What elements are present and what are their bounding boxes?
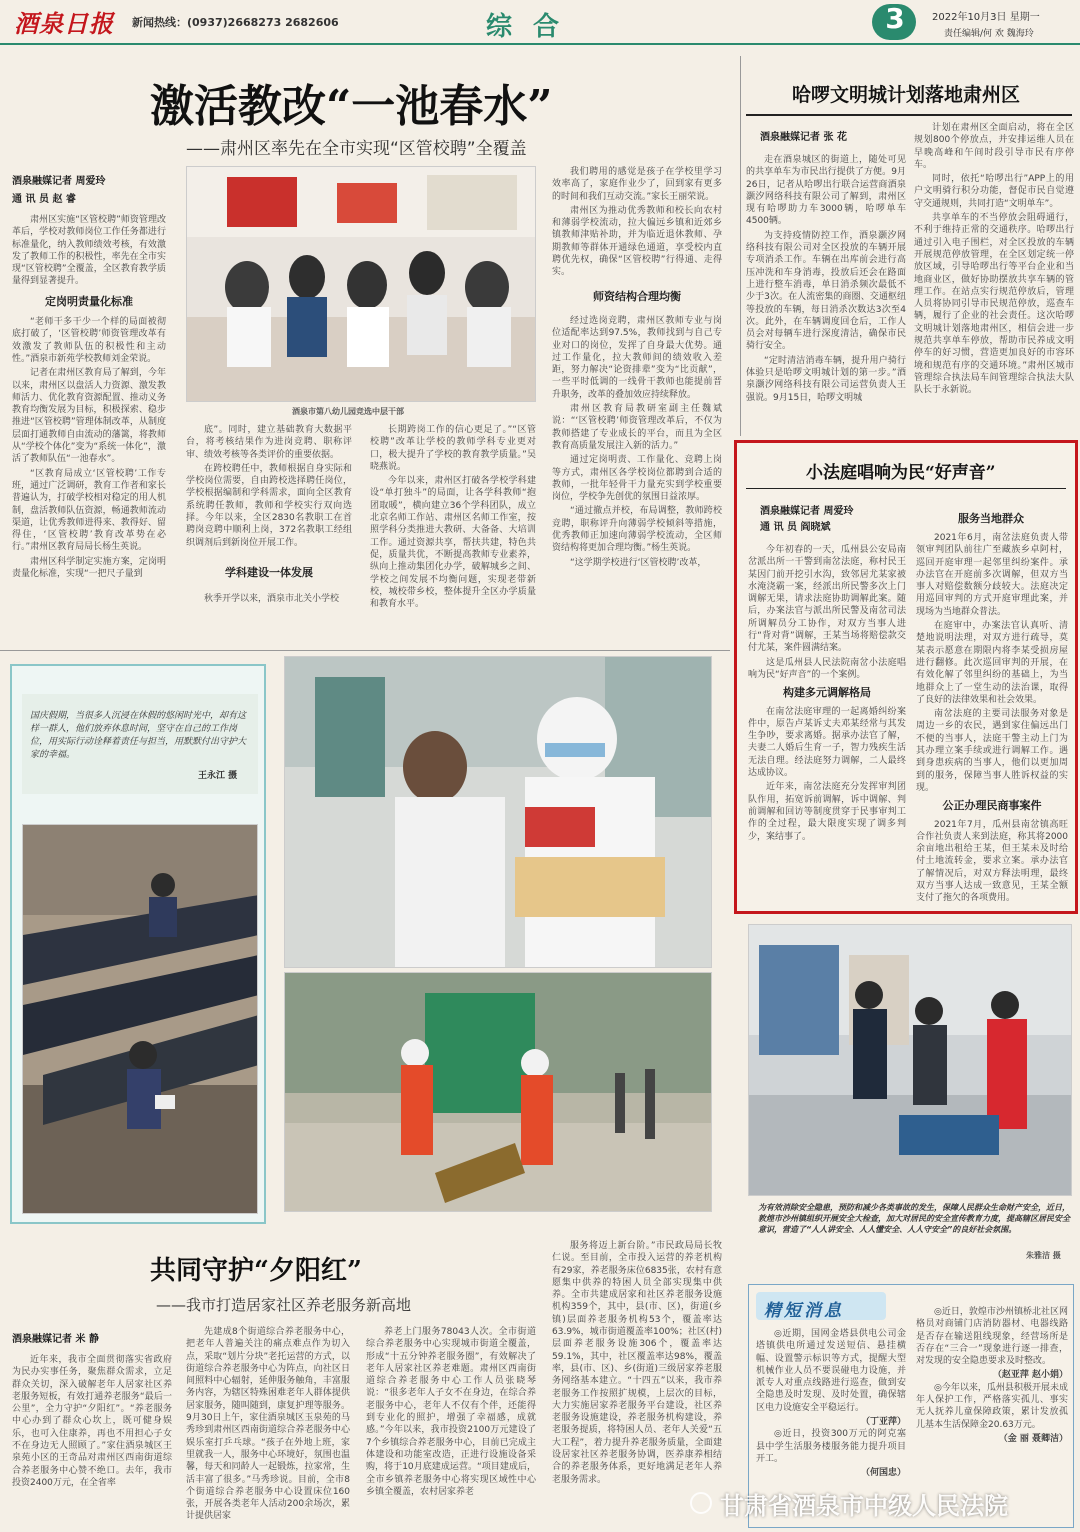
paragraph: “通过撤点并校，布局调整，教师跨校竞聘，职称评升向薄弱学校倾斜等措施，优秀教师正加速向薄弱学校流动，全区师资结构将更加合理均衡。”杨生英说。	[552, 506, 722, 554]
pipe-workers-photo	[22, 824, 258, 1214]
paragraph: 记者在肃州区教育局了解到，今年以来，肃州区以盘活人力资源、激发教师活力、优化教育资源配置、推动义务教育均衡发展为目标，积极探索、稳步推进“区管校聘”管理体制改革，从制度层面打通教师自由流动的藩篱，将教师从“学校个体化”变为“系统一体化”，激活了教师队伍“一池春水”。	[12, 368, 166, 465]
paragraph: 计划在肃州区全面启动，将在全区规划800个停放点，并安排运维人员在早晚高峰和午间时段引导市民有序停车。	[914, 123, 1074, 170]
briefs-title: 精短消息	[764, 1301, 844, 1321]
paragraph: 为支持疫情防控工作，酒泉灏汐网络科技有限公司对全区投放的车辆开展专项消杀工作。车辆在出库前会进行高压冲洗和车身消毒，投放后还会在路面上进行整车消毒，单日消杀频次最低不少于3次。在人流密集的商圈、交通枢纽等投放的车辆，每日消杀次数达3次至4次。此外，在车辆调度回仓后，工作人员会对每辆车进行深度清洁，确保市民骑行安全。	[746, 230, 906, 352]
photo-essay-credit: 王永江 摄	[198, 771, 238, 781]
article3-title-rule	[746, 488, 1066, 489]
safety-check-photo	[748, 924, 1072, 1196]
article2-col2	[914, 122, 1074, 424]
section-divider	[0, 650, 730, 651]
classroom-photo	[186, 166, 536, 402]
paragraph: 秋季开学以来，酒泉市北关小学校	[204, 594, 340, 605]
paragraph: 服务将迈上新台阶。”市民政局局长牧仁说。至目前，全市投入运营的养老机构有29家，养老服务床位6835张，农村有意愿集中供养的特困人员全部实现集中供养。全市共建成居家和社区养老服务设施机构359个，其中，县(市、区)，街道(乡镇)层面养老服务机构53个，覆盖率达63.9%，城市街道覆盖率100%；社区(村)层面养老服务设施306个，覆盖率达59.1%，其中，社区覆盖率达98%，覆盖率，县(市、区)、乡(街道)三级居家养老服务网络基本建立。“十四五”以来，我市养老服务工作按照扩规模，上层次的目标，大力实施居家养老服务平台建设，社区养老服务设施建设，养老服务机构建设，养老服务提质，将特困人员、老年人关爱“五大工程”，着力提升养老服务质量，全面建设居家社区养老服务协调，医养康养相结合的养老服务体系，更好地满足老年人养老服务需求。	[552, 1241, 722, 1485]
paragraph: 经过选岗竞聘，肃州区教师专业与岗位适配率达到97.5%，教师找到与自己专业对口的岗位，发挥了自身最大优势。通过工作量化，拉大教师间的绩效收入差距，努力解决“论资排辈”变为“比贡献”，一些平时低调的一线骨干教师也能提前晋升职务，改革的叠加效应持续释放。	[552, 315, 722, 400]
article3-byline-reporter: 酒泉融媒记者 周爱玲	[760, 506, 854, 517]
paragraph: “区教育局成立‘区管校聘’工作专班，通过广泛调研，教育工作者和家长普遍认为，打破学校相对稳定的用人机制，盘活教师队伍资源，畅通教师流动渠道，让优秀教师进得来、教得好、留得住，‘区管校聘’教育改革势在必行。”肃州区教育局局长杨生英说。	[12, 468, 166, 553]
article3-title: 小法庭唱响为民“好声音”	[806, 463, 996, 483]
paragraph: 这是瓜州县人民法院南岔小法庭唱响为民“好声音”的一个案例。	[748, 657, 906, 680]
news-hotline: 新闻热线：(0937)2668273 2682606	[132, 16, 339, 29]
watermark-icon	[690, 1492, 712, 1514]
article2-title: 哈啰文明城计划落地肃州区	[792, 84, 1021, 106]
paragraph: 同时，依托“哈啰出行”APP上的用户文明骑行积分功能，督促市民自觉遵守交通规则，共同打造“文明单车”。	[914, 174, 1074, 209]
watermark: 甘肃省酒泉市中级人民法院	[720, 1492, 1008, 1520]
responsible-editor: 责任编辑/何 欢 魏海玲	[944, 29, 1034, 39]
paragraph: “老师干多干少一个样的局面被彻底打破了，‘区管校聘’师资管理改革有效激发了教师队伍的积极性和主动性。”酒泉市新苑学校教师刘金荣说。	[12, 317, 166, 364]
article1-col4	[552, 166, 722, 636]
paragraph: 近年来，南岔法庭充分发挥审判团队作用，拓宽诉前调解，诉中调解、判前调解和回访等制度贯穿于民事审判工作的全过程，最大限度实现了调多判少，案结事了。	[748, 782, 906, 842]
column-divider	[740, 56, 741, 436]
brief-item: ◎近日，敦煌市沙州镇桥北社区网格员对商铺门店消防器材、电器线路是否存在输送阻线现象，经营场所是否存在“三合一”现象进行逐一排查，对发现的安全隐患要求及时整改。	[916, 1307, 1068, 1367]
article3-byline-correspondent: 通 讯 员 阎晓斌	[760, 522, 831, 533]
classroom-photo-caption: 酒泉市第八幼儿园竞选中层干部	[292, 407, 404, 416]
article4-col2	[186, 1326, 350, 1528]
article1-byline-reporter: 酒泉融媒记者 周爱玲	[12, 176, 106, 187]
paragraph: 今年初春的一天，瓜州县公安局南岔派出所一干警到南岔法庭，称村民王某因门前开挖引水沟，致邻居尤某家被水淹浇霸一案，经派出所民警多次上门调解无果，请求法庭协助调解此案。随后，办案法官与派出所民警及南岔司法所调解员分工协作，对双方当事人进行“背对背”调解，王某当场将赔偿款交付尤某，案件圆满结案。	[748, 545, 906, 654]
brief-credit: （金 丽 聂卿洁）	[998, 1433, 1068, 1444]
article4-col4	[552, 1240, 722, 1528]
paragraph: “定时清洁消毒车辆，提升用户骑行体验只是哈啰文明城计划的第一步。”酒泉灏汐网络科技有限公司运营负责人王强说。9月15日，哈啰文明城	[746, 355, 906, 403]
safety-check-credit: 朱雅洁 摄	[1026, 1251, 1061, 1260]
brief-credit: （丁亚萍）	[860, 1417, 906, 1428]
brief-item: ◎近期，国网金塔县供电公司金塔镇供电所通过发送短信、悬挂横幅、设置警示标识等方式，提醒大型机械作业人员不要误碰电力设施，并派专人对重点线路进行巡查，做到安全隐患及时发现、及时处置，确保辖区电力设施安全平稳运行。	[756, 1329, 906, 1413]
masthead	[0, 0, 1080, 44]
paragraph: 今年以来，肃州区打破各学校学科建设“单打独斗”的局面，让各学科教师“抱团取暖”，横向建立36个学科团队，成立北京名师工作站、肃州区名师工作室，按照学科分类推进大教研、大备备、大培训工作。通过资源共享，帮扶共建，特色共促，质量共优，不断提高教师专业素养，纵向上推动集团化办学，破解城乡之间、学校之间发展不均衡问题，实现老带新校，城校带乡校，整体提升全区办学质量和教育水平。	[370, 476, 536, 610]
article1-heading-3: 师资结构合理均衡	[593, 289, 681, 303]
paragraph: 长期跨岗工作的信心更足了。”“区管校聘”改革让学校的教师学科专业更对口，极大提升了学校的教育教学质量。”吴晓燕说。	[370, 425, 536, 472]
photo-essay-text-box	[22, 694, 258, 794]
paragraph: 肃州区科学制定实施方案，定岗明责量化标准，实现“一把尺子量到	[12, 556, 166, 580]
article1-title: 激活教改“一池春水”	[150, 81, 553, 132]
brief-item: ◎今年以来，瓜州县积极开展未成年人保护工作，严格落实孤儿、事实无人抚养儿童保障政策，累计发放孤儿基本生活保障金20.63万元。	[916, 1382, 1068, 1430]
page-number: 3	[885, 2, 905, 35]
paragraph: 2021年7月，瓜州县南岔镇高旺合作社负责人来到法庭，称其将2000余亩地出租给王某，但王某未及时给付土地流转金，要求立案。承办法官了解情况后，对双方释法明理，最终双方当事人达成一致意见，王某全额支付了拖欠的各项费用。	[916, 819, 1068, 904]
article4-byline: 酒泉融媒记者 米 静	[12, 1334, 99, 1345]
paragraph: 南岔法庭的主要司法服务对象是周边一乡的农民，遇到家住偏远出门不便的当事人，法庭干警主动上门为其办理立案手续或进行调解工作。遇到身患疾病的当事人，他们以更加周到的服务，保障当事人胜诉权益的实现。	[916, 709, 1068, 793]
article2-byline: 酒泉融媒记者 张 花	[760, 132, 847, 143]
paragraph: 先建成8个街道综合养老服务中心，把老年人普遍关注的痛点难点作为切入点，采取“划片分块”老托运营的方式，以街道综合养老服务中心为阵点，向社区日间照料中心辐射，延伸服务触角，丰富服务内容，为辖区特殊困难老年人群体提供居家服务，随叫随到，康复护理等服务。9月30日上午，家住酒泉城区玉泉苑的马秀珍到肃州区西南街道综合养老服务中心娱乐室打乒乓球。“孩子在外地上班，家里就我一人，服务中心环境好，氛围也温馨，每天和同龄人一起锻炼，拉家常，生活丰富了很多。”马秀珍说。目前，全市8个街道综合养老服务中心设置床位160张，开展各类老年人活动200余场次，累计提供居家	[186, 1327, 350, 1522]
nucleic-test-photo	[284, 656, 712, 968]
article4-col3	[366, 1326, 536, 1528]
paragraph: 走在酒泉城区的街道上，随处可见的共享单车为市民出行提供了方便。9月26日，记者从哈啰出行联合运营商酒泉灏汐网络科技有限公司了解到，肃州区现有哈啰助力车3000辆，哈啰单车4500辆。	[746, 155, 906, 227]
paragraph: 通过定岗明责、工作量化、竞聘上岗等方式，肃州区各学校岗位都聘到合适的教师，一批年轻骨干力量充实到学校重要岗位，学校争先创优的氛围日益浓厚。	[552, 455, 722, 503]
photo-essay-text: 国庆假期，当很多人沉浸在休假的悠闲时光中，却有这样一群人，他们放弃休息时间，坚守在自己的工作岗位，用实际行动诠释着责任与担当，用默默付出守护大家的幸福。	[30, 711, 247, 760]
brief-credit: （赵亚萍 赵小娟）	[992, 1370, 1068, 1381]
section-name: 综 合	[486, 12, 566, 42]
article2-col1	[746, 154, 906, 424]
masthead-divider	[0, 43, 1080, 45]
paragraph: 2021年6月，南岔法庭负责人带领审判团队前往广至藏族乡卓阿村，巡回开庭审理一起邻里纠纷案件。承办法官在开庭前多次调解，但双方当事人对赔偿数额分歧较大。法庭决定用巡回审判的方式开庭审理此案，并现场为当地群众普法。	[916, 533, 1068, 617]
paragraph: 近年来，我市全面贯彻落实省政府为民办实事任务，聚焦群众需求，立足群众关切，深入破解老年人居家社区养老服务短板，有效打通养老服务“最后一公里”，全力守护“夕阳红”。“养老服务中心办到了群众心坎上，既可健身娱乐，也可入住康养，再也不用担心子女不在身边无人照顾了。”家住酒泉城区王泉苑小区的王奇品对肃州区西南街道综合养老服务中心赞不绝口。去年，我市投资2400万元，在全省率	[12, 1355, 172, 1488]
article1-heading-2: 学科建设一体发展	[225, 565, 313, 579]
paragraph: 底”。同时，建立基础教育大数据平台，将考核结果作为进岗竞聘、职称评审、绩效考核等各类评价的重要依据。	[186, 425, 352, 460]
paragraph: 在庭审中，办案法官认真听、清楚地说明法理，对双方进行疏导，莫某表示愿意在期限内将李某受损房屋进行翻修。此次巡回审判的开展，在有效化解了邻里纠纷的基础上，为当地群众上了一堂生动的法治课，取得了良好的法律效果和社会效果。	[916, 621, 1068, 705]
paragraph: 肃州区为推动优秀教师和校长向农村和薄弱学校流动，拉大偏远乡镇和近郊乡镇教师津贴补助，并为临近退休教师、孕期教师等群体开通绿色通道，享受校内直聘优先权，确保“区管校聘”行得通、走得实。	[552, 205, 722, 278]
article4-title: 共同守护“夕阳红”	[150, 1256, 362, 1286]
article3-heading-2: 服务当地群众	[958, 512, 1024, 525]
paragraph: 在跨校聘任中，教师根据自身实际和学校岗位需要，自由跨校选择聘任岗位，学校根据编制和学科需求，面向全区教育系统聘任教师，教师和学校实行双向选择。今年以来，全区2830名教职工在首聘岗竞聘中顺利上岗，372名教职工经组织调剂后到新岗位开展工作。	[186, 463, 352, 548]
safety-check-caption: 为有效消除安全隐患，预防和减少各类事故的发生，保障人民群众生命财产安全，近日，敦煌市沙州镇组织开展安全大检查，加大对居民的安全宣传教育力度，提高辖区居民安全意识，营造了“人人讲安全、人人懂安全、人人守安全”的良好社会氛围。	[758, 1203, 1070, 1234]
brief-item: ◎近日，投资300万元的阿克塞县中学生活服务楼服务能力提升项目开工。	[756, 1429, 906, 1464]
paragraph: 养老上门服务78043人次。全市街道综合养老服务中心实现城市街道全覆盖，形成“十五分钟养老服务圈”，有效解决了老年人居家社区养老难题。肃州区西南街道综合养老服务中心工作人员张晓琴说：“很多老年人子女不在身边，在综合养老服务中心，老年人不仅有个伴，还能得到专业化的照护，增强了幸福感，成就感。”今年以来，我市投资2100万元建设了7个乡镇综合养老服务中心，目前已完成主体建设和功能室改造，正进行设施设备采购，将于10月底建成运营。“项目建成后，全市乡镇养老服务中心将实现区域性中心乡镇全覆盖，农村居家养老	[366, 1327, 536, 1497]
issue-date: 2022年10月3日 星期一	[932, 12, 1040, 23]
sanitation-worker-photo	[284, 972, 712, 1212]
article1-col2	[186, 424, 352, 636]
newspaper-logo: 酒泉日报	[14, 9, 114, 38]
paragraph: 肃州区教育局教研室副主任魏斌说：“‘区管校聘’师资管理改革后，不仅为教师搭建了专业成长的平台，而且为全区教育高质量发展注入新的活力。”	[552, 404, 722, 451]
article1-col3	[370, 424, 536, 636]
article1-byline-correspondent: 通 讯 员 赵 睿	[12, 194, 76, 205]
article2-title-rule	[746, 114, 1072, 116]
article3-heading-1: 构建多元调解格局	[783, 686, 871, 700]
article4-col1	[12, 1354, 172, 1528]
paragraph: 肃州区实施“区管校聘”师资管理改革后，学校对教师岗位工作任务都进行标准量化，纳入教师绩效考核，有效激发了教师工作的积极性，率先在全市实现“区管校聘”全覆盖，全区教育教学质量得到显著提升。	[12, 215, 166, 287]
article3-col2	[916, 532, 1068, 904]
article1-subtitle: ——肃州区率先在全市实现“区管校聘”全覆盖	[186, 139, 527, 159]
paragraph: 共享单车的不当停放会阻碍通行，不利于维持正常的交通秩序。哈啰出行通过引入电子围栏，对全区投放的车辆开展规范停放管理，在全区划定统一停放区域，引导哈啰出行等平台企业和当地商业区，做好协助摆放共享车辆的管理工作。在站点实行规范停放后，管理人员将协同引导市民规范停放，巡查车辆，履行了企业的社会责任。这次哈啰文明城计划落地肃州区，相信会进一步规范共享单车停放，帮助市民养成文明停车的好习惯，营造更加良好的市容环境和规范有序的交通环境。”肃州区城市管理综合执法局车间管理综合执法大队队长于永新说。	[914, 213, 1074, 396]
article1-heading-1: 定岗明责量化标准	[45, 294, 133, 308]
article3-col1	[748, 544, 906, 904]
article4-subtitle: ——我市打造居家社区养老服务新高地	[156, 1296, 412, 1314]
paragraph: 我们聘用的感觉是孩子在学校里学习效率高了，家庭作业少了，回到家有更多的时间和我们互动交流。”家长王丽荣说。	[552, 167, 722, 202]
article1-col1	[12, 214, 166, 636]
paragraph: “这学期学校进行‘区管校聘’改革，	[570, 557, 707, 568]
paragraph: 在南岔法庭审理的一起离婚纠纷案件中，原告卢某诉丈夫邓某经常与其发生争吵，要求离婚。据承办法官了解，夫妻二人婚后生育一子，智力残疾生活无法自理。经法庭努力调解，二人最终达成协议。	[748, 706, 906, 779]
brief-credit: （何国忠）	[860, 1468, 906, 1479]
article3-heading-3: 公正办理民商事案件	[942, 799, 1042, 813]
